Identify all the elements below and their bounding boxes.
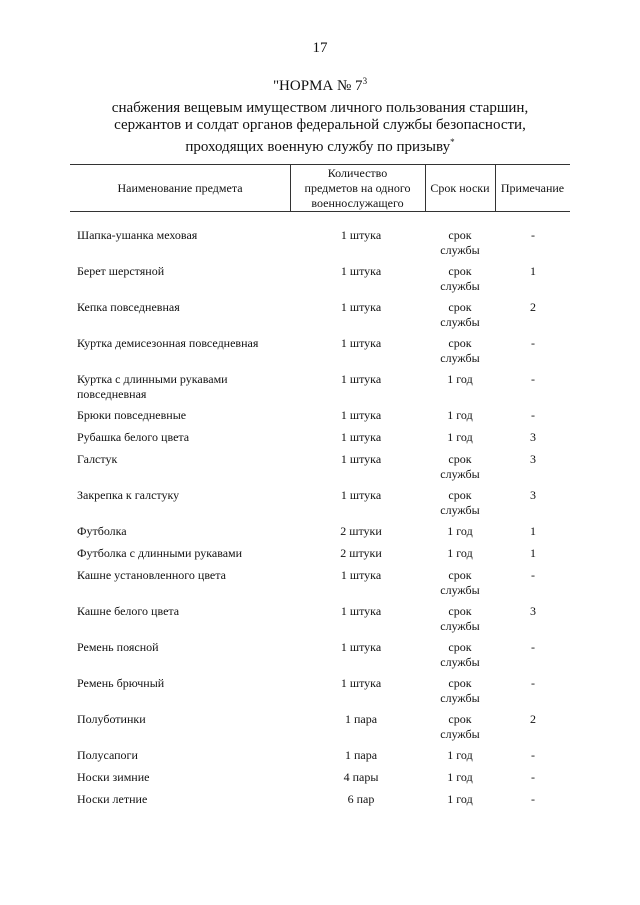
wear-term-line: 1 год bbox=[447, 524, 473, 538]
item-name-line: Кашне установленного цвета bbox=[77, 568, 226, 582]
wear-term-line: срок bbox=[448, 300, 472, 314]
item-quantity: 1 штука bbox=[340, 640, 382, 654]
item-name-line: Ремень поясной bbox=[77, 640, 159, 654]
header-wear-term: Срок носки bbox=[430, 181, 490, 195]
item-name-line: Шапка-ушанка меховая bbox=[77, 228, 198, 242]
item-name bbox=[77, 676, 287, 691]
item-wear-term bbox=[426, 452, 494, 482]
item-quantity: 1 штука bbox=[340, 676, 382, 690]
item-name bbox=[77, 408, 287, 423]
item-quantity: 1 штука bbox=[340, 488, 382, 502]
wear-term-line: 1 год bbox=[447, 546, 473, 560]
item-note: - bbox=[531, 228, 535, 242]
item-note: - bbox=[531, 770, 535, 784]
item-wear-term bbox=[426, 568, 494, 598]
item-note: - bbox=[531, 676, 535, 690]
header-note: Примечание bbox=[500, 181, 565, 195]
item-note: 3 bbox=[530, 488, 536, 502]
wear-term-line: 1 год bbox=[447, 372, 473, 386]
item-quantity: 1 штука bbox=[340, 452, 382, 466]
item-note: 1 bbox=[530, 546, 536, 560]
wear-term-line: службы bbox=[440, 315, 480, 329]
wear-term-line: 1 год bbox=[447, 792, 473, 806]
item-name bbox=[77, 546, 287, 561]
item-wear-term bbox=[426, 488, 494, 518]
item-name bbox=[77, 640, 287, 655]
item-wear-term bbox=[426, 264, 494, 294]
item-name bbox=[77, 770, 287, 785]
header-quantity-line: Количество bbox=[327, 166, 388, 180]
item-note: - bbox=[531, 640, 535, 654]
title-superscript: 3 bbox=[362, 76, 368, 86]
item-note: 2 bbox=[530, 300, 536, 314]
document-subtitle bbox=[60, 100, 580, 156]
item-name bbox=[77, 792, 287, 807]
item-name-line: Футболка bbox=[77, 524, 127, 538]
wear-term-line: службы bbox=[440, 503, 480, 517]
wear-term-line: службы bbox=[440, 243, 480, 257]
item-name bbox=[77, 524, 287, 539]
item-wear-term bbox=[426, 372, 494, 387]
item-wear-term bbox=[426, 300, 494, 330]
item-quantity: 2 штуки bbox=[340, 546, 382, 560]
item-note: - bbox=[531, 336, 535, 350]
item-quantity: 1 штука bbox=[340, 430, 382, 444]
item-note: - bbox=[531, 792, 535, 806]
wear-term-line: срок bbox=[448, 264, 472, 278]
item-name-line: Кашне белого цвета bbox=[77, 604, 180, 618]
wear-term-line: 1 год bbox=[447, 748, 473, 762]
wear-term-line: службы bbox=[440, 279, 480, 293]
item-quantity: 1 штука bbox=[340, 264, 382, 278]
item-name-line: Носки зимние bbox=[77, 770, 150, 784]
item-note: - bbox=[531, 568, 535, 582]
item-name-line: Полусапоги bbox=[77, 748, 138, 762]
item-quantity: 1 штука bbox=[340, 300, 382, 314]
wear-term-line: срок bbox=[448, 488, 472, 502]
item-name-line: повседневная bbox=[77, 387, 147, 401]
item-wear-term bbox=[426, 712, 494, 742]
item-name bbox=[77, 336, 287, 351]
item-note: - bbox=[531, 408, 535, 422]
wear-term-line: срок bbox=[448, 640, 472, 654]
wear-term-line: службы bbox=[440, 467, 480, 481]
item-wear-term bbox=[426, 430, 494, 445]
header-quantity bbox=[290, 166, 425, 211]
item-name-line: Кепка повседневная bbox=[77, 300, 180, 314]
item-wear-term bbox=[426, 604, 494, 634]
subtitle-line: сержантов и солдат органов федеральной службы безопасности, bbox=[114, 117, 526, 133]
subtitle-line-text: проходящих военную службу по призыву bbox=[185, 139, 451, 155]
item-name bbox=[77, 452, 287, 467]
item-name bbox=[77, 264, 287, 279]
header-quantity-line: военнослужащего bbox=[311, 196, 404, 210]
item-quantity: 2 штуки bbox=[340, 524, 382, 538]
item-wear-term bbox=[426, 228, 494, 258]
subtitle-line bbox=[60, 134, 580, 156]
item-name-line: Футболка с длинными рукавами bbox=[77, 546, 243, 560]
wear-term-line: 1 год bbox=[447, 430, 473, 444]
table-header-rule bbox=[70, 211, 570, 212]
item-wear-term bbox=[426, 748, 494, 763]
footnote-mark: * bbox=[450, 137, 455, 147]
item-name-line: Ремень брючный bbox=[77, 676, 165, 690]
wear-term-line: службы bbox=[440, 351, 480, 365]
wear-term-line: службы bbox=[440, 691, 480, 705]
item-name-line: Куртка с длинными рукавами bbox=[77, 372, 228, 386]
wear-term-line: срок bbox=[448, 712, 472, 726]
item-note: 3 bbox=[530, 452, 536, 466]
item-name-line: Брюки повседневные bbox=[77, 408, 187, 422]
wear-term-line: службы bbox=[440, 619, 480, 633]
item-quantity: 6 пар bbox=[347, 792, 375, 806]
item-note: - bbox=[531, 748, 535, 762]
item-wear-term bbox=[426, 546, 494, 561]
item-name-line: Галстук bbox=[77, 452, 118, 466]
page-number: 17 bbox=[312, 40, 328, 56]
item-wear-term bbox=[426, 408, 494, 423]
item-name-line: Рубашка белого цвета bbox=[77, 430, 190, 444]
wear-term-line: 1 год bbox=[447, 408, 473, 422]
item-name-line: Полуботинки bbox=[77, 712, 146, 726]
item-name bbox=[77, 568, 287, 583]
wear-term-line: срок bbox=[448, 676, 472, 690]
wear-term-line: службы bbox=[440, 727, 480, 741]
item-quantity: 1 штука bbox=[340, 408, 382, 422]
wear-term-line: службы bbox=[440, 583, 480, 597]
wear-term-line: срок bbox=[448, 336, 472, 350]
item-name bbox=[77, 372, 287, 402]
item-quantity: 1 штука bbox=[340, 228, 382, 242]
wear-term-line: службы bbox=[440, 655, 480, 669]
wear-term-line: срок bbox=[448, 604, 472, 618]
item-quantity: 1 пара bbox=[344, 712, 378, 726]
item-quantity: 4 пары bbox=[343, 770, 379, 784]
item-name bbox=[77, 748, 287, 763]
item-wear-term bbox=[426, 792, 494, 807]
item-name bbox=[77, 300, 287, 315]
item-note: - bbox=[531, 372, 535, 386]
item-quantity: 1 пара bbox=[344, 748, 378, 762]
item-name-line: Носки летние bbox=[77, 792, 148, 806]
item-wear-term bbox=[426, 524, 494, 539]
item-note: 3 bbox=[530, 430, 536, 444]
item-quantity: 1 штука bbox=[340, 336, 382, 350]
item-wear-term bbox=[426, 640, 494, 670]
item-name-line: Берет шерстяной bbox=[77, 264, 165, 278]
item-name-line: Куртка демисезонная повседневная bbox=[77, 336, 259, 350]
item-quantity: 1 штука bbox=[340, 604, 382, 618]
item-name bbox=[77, 712, 287, 727]
wear-term-line: срок bbox=[448, 568, 472, 582]
item-name bbox=[77, 228, 287, 243]
item-name bbox=[77, 430, 287, 445]
item-wear-term bbox=[426, 676, 494, 706]
item-name-line: Закрепка к галстуку bbox=[77, 488, 180, 502]
item-note: 2 bbox=[530, 712, 536, 726]
document-title bbox=[0, 76, 640, 95]
item-quantity: 1 штука bbox=[340, 372, 382, 386]
subtitle-line: снабжения вещевым имуществом личного пользования старшин, bbox=[111, 100, 529, 116]
wear-term-line: срок bbox=[448, 452, 472, 466]
item-name bbox=[77, 488, 287, 503]
item-name bbox=[77, 604, 287, 619]
item-note: 1 bbox=[530, 264, 536, 278]
header-item-name: Наименование предмета bbox=[117, 181, 243, 195]
item-wear-term bbox=[426, 770, 494, 785]
title-text: "НОРМА № 7 bbox=[272, 78, 363, 94]
item-wear-term bbox=[426, 336, 494, 366]
header-quantity-line: предметов на одного bbox=[304, 181, 411, 195]
item-note: 3 bbox=[530, 604, 536, 618]
item-note: 1 bbox=[530, 524, 536, 538]
wear-term-line: срок bbox=[448, 228, 472, 242]
wear-term-line: 1 год bbox=[447, 770, 473, 784]
item-quantity: 1 штука bbox=[340, 568, 382, 582]
